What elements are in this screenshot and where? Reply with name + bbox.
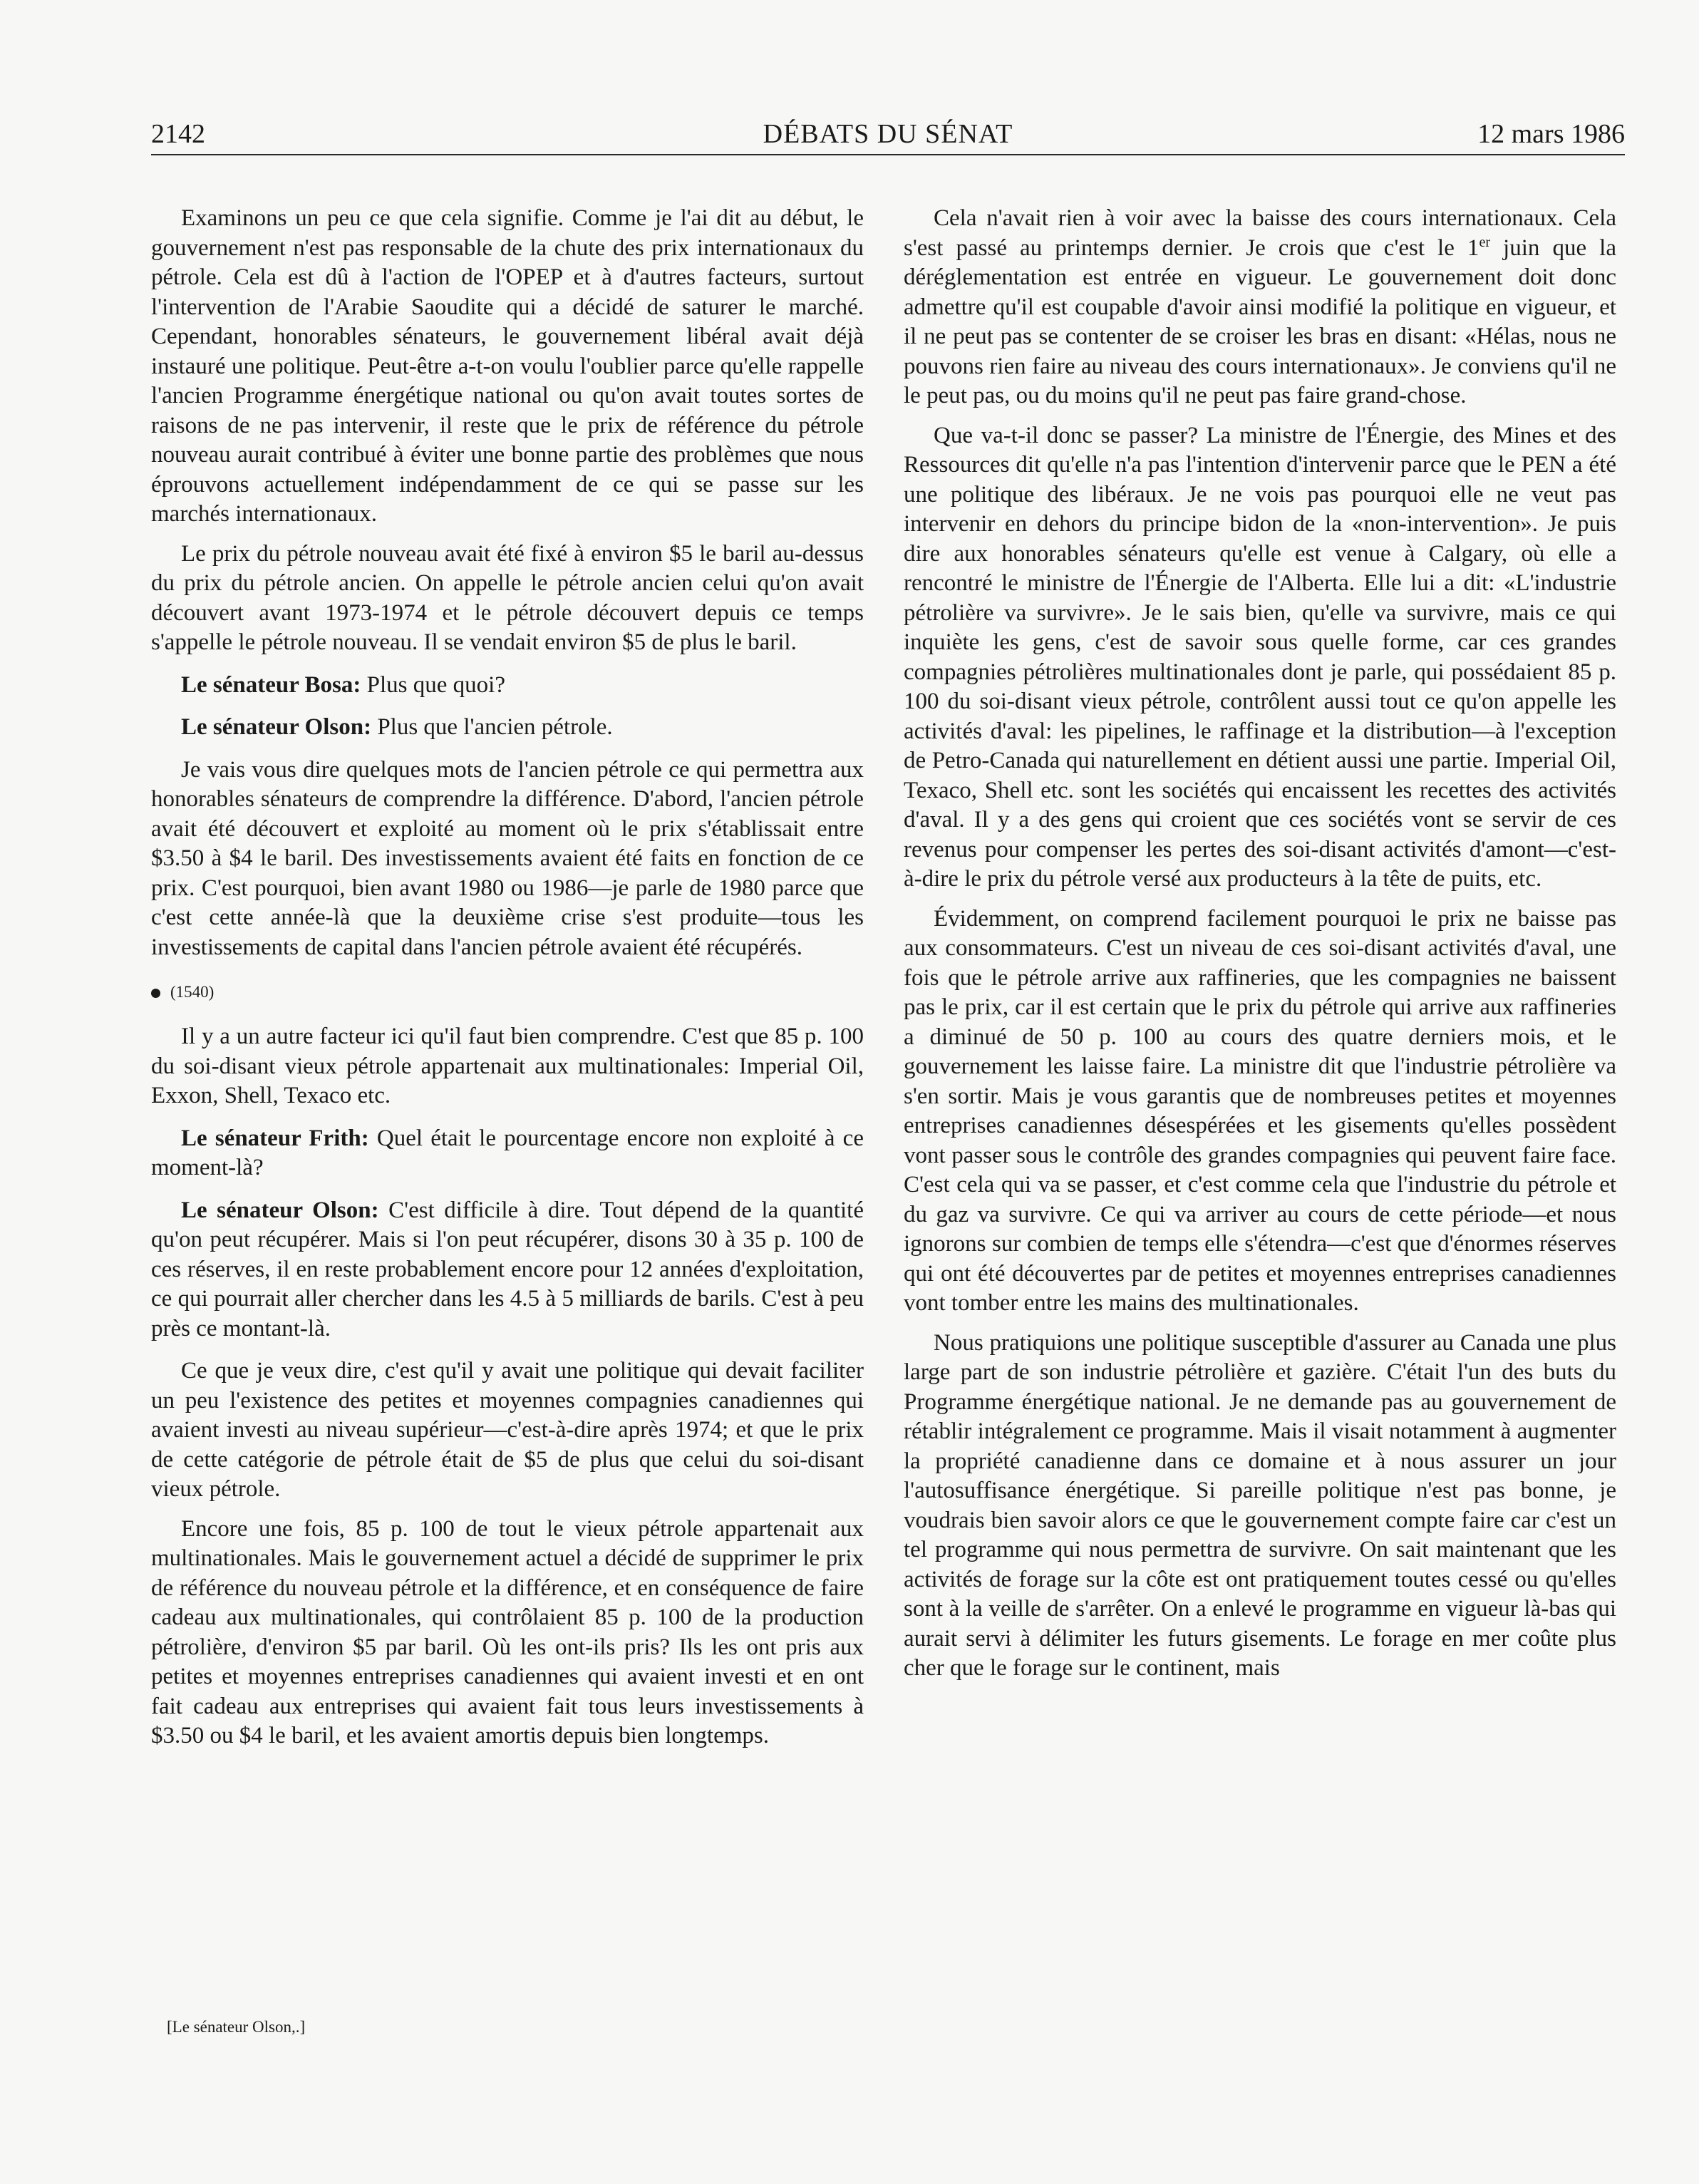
speech-olson-2 (151, 1196, 864, 1344)
speech-text: Quel était le pourcentage encore non exploité à ce moment-là? (151, 1125, 864, 1180)
paragraph-text: Cela n'avait rien à voir avec la baisse des cours internationaux. Cela s'est passé au printemps dernier. Je crois que c'est le 1 (904, 205, 1616, 261)
superscript: er (1479, 234, 1490, 250)
right-column (904, 204, 1616, 1694)
speech-frith (151, 1124, 864, 1183)
footnote: [Le sénateur Olson,.] (167, 2018, 306, 2036)
speaker-name: Le sénateur Olson: (181, 714, 372, 740)
speech-bosa (151, 671, 864, 701)
speaker-name: Le sénateur Frith: (181, 1125, 369, 1151)
bullet-icon (151, 989, 160, 998)
paragraph: Le prix du pétrole nouveau avait été fixé à environ $5 le baril au-dessus du prix du pétrole ancien. On appelle le pétrole ancien celui qu'on avait découvert avant 1973-1974 et le pétrole découvert depuis ce temps s'appelle le pétrole nouveau. Il se vendait environ $5 de plus le baril. (151, 540, 864, 655)
page-number: 2142 (151, 119, 205, 149)
time-marker-text: (1540) (170, 983, 215, 1001)
paragraph: Que va-t-il donc se passer? La ministre de l'Énergie, des Mines et des Ressources dit qu'elle n'a pas l'intention d'intervenir parce que le PEN a été une politique des libéraux. Je ne vois pas pourquoi elle ne veut pas intervenir en dehors du principe bidon de la «non-intervention». Je puis dire aux honorables sénateurs qu'elle est venue à Calgary, où elle a rencontré le ministre de l'Énergie de l'Alberta. Elle lui a dit: «L'industrie pétrolière va survivre». Je le sais bien, qu'elle va survivre, mais ce qui inquiète les gens, c'est de savoir sous quelle forme, car ces grandes compagnies pétrolières multinationales dont je parle, qui possédaient 85 p. 100 du soi-disant vieux pétrole, contrôlent aussi tout ce qu'on appelle les activités d'aval: les pipelines, le raffinage et la distribution—à l'exception de Petro-Canada qui naturellement en détient aussi une partie. Imperial Oil, Texaco, Shell etc. sont les sociétés qui encaissent les recettes des activités d'aval. Il y a des gens qui croient que ces sociétés vont se servir de ces revenus pour compenser les pertes des soi-disant activités d'amont—c'est-à-dire le prix du pétrole versé aux producteurs à la tête de puits, etc. (904, 422, 1616, 892)
speech-text: C'est difficile à dire. Tout dépend de la quantité qu'on peut récupérer. Mais si l'on peut récupérer, disons 30 à 35 p. 100 de ces réserves, il en reste probablement encore pour 12 années d'exploitation, ce qui pourrait aller chercher dans les 4.5 à 5 milliards de barils. C'est à peu près ce montant-là. (151, 1197, 864, 1341)
publication-title: DÉBATS DU SÉNAT (763, 119, 1013, 149)
speech-text: Plus que l'ancien pétrole. (371, 714, 613, 740)
paragraph: Évidemment, on comprend facilement pourquoi le prix ne baisse pas aux consommateurs. C'est un niveau de ces soi-disant activités d'aval, une fois que le pétrole arrive aux raffineries, que les compagnies ne baissent pas le prix, car il est certain que le prix du pétrole qui arrive aux raffineries a diminué de 50 p. 100 au cours des quatre derniers mois, et le gouvernement les laisse faire. La ministre dit que l'industrie pétrolière va s'en sortir. Mais je vous garantis que de nombreuses petites et moyennes entreprises canadiennes désespérées et les gisements qu'elles possèdent vont passer sous le contrôle des grandes compagnies qui peuvent faire face. C'est cela qui va se passer, et c'est comme cela que l'industrie du pétrole et du gaz va survivre. Ce qui va arriver au cours de cette période—et nous ignorons sur combien de temps elle s'étendra—c'est que d'énormes réserves qui ont été découvertes par de petites et moyennes entreprises canadiennes vont tomber entre les mains des multinationales. (904, 905, 1616, 1316)
speaker-name: Le sénateur Bosa: (181, 671, 361, 698)
paragraph-text: juin que la déréglementation est entrée en vigueur. Le gouvernement doit donc admettre qu'il est coupable d'avoir ainsi modifié la politique en vigueur, et il ne peut pas se contenter de se croiser les bras en disant: «Hélas, nous ne pouvons rien faire au niveau des cours internationaux». Je conviens qu'il ne le peut pas, ou du moins qu'il ne peut pas faire grand-chose. (904, 235, 1616, 408)
left-column (151, 204, 864, 1761)
paragraph: Encore une fois, 85 p. 100 de tout le vieux pétrole appartenait aux multinationales. Mais le gouvernement actuel a décidé de supprimer le prix de référence du nouveau pétrole et la différence, et en conséquence de faire cadeau aux multinationales, qui contrôlaient 85 p. 100 de la production pétrolière, d'environ $5 par baril. Où les ont-ils pris? Ils les ont pris aux petites et moyennes entreprises canadiennes qui avaient investi et en ont fait cadeau aux entreprises qui avaient fait tous leurs investissements à $3.50 ou $4 le baril, et les avaient amortis depuis bien longtemps. (151, 1515, 864, 1748)
page-header (151, 114, 1625, 155)
publication-date: 12 mars 1986 (1477, 119, 1625, 149)
paragraph: Examinons un peu ce que cela signifie. Comme je l'ai dit au début, le gouvernement n'est pas responsable de la chute des prix internationaux du pétrole. Cela est dû à l'action de l'OPEP et à d'autres facteurs, surtout l'intervention de l'Arabie Saoudite qui a décidé de saturer le marché. Cependant, honorables sénateurs, le gouvernement libéral avait déjà instauré une politique. Peut-être a-t-on voulu l'oublier parce qu'elle rappelle l'ancien Programme énergétique national ou qu'on avait toutes sortes de raisons de ne pas intervenir, il reste que le prix de référence du pétrole nouveau aurait contribué à éviter une bonne partie des problèmes que nous éprouvons actuellement indépendamment de ce qui se passe sur les marchés internationaux. (151, 205, 864, 527)
paragraph (904, 204, 1616, 411)
speech-olson (151, 713, 864, 743)
paragraph: Il y a un autre facteur ici qu'il faut bien comprendre. C'est que 85 p. 100 du soi-disant vieux pétrole appartenait aux multinationales: Imperial Oil, Exxon, Shell, Texaco etc. (151, 1024, 864, 1108)
paragraph: Nous pratiquions une politique susceptible d'assurer au Canada une plus large part de son industrie pétrolière et gazière. C'était l'un des buts du Programme énergétique national. Je ne demande pas au gouvernement de rétablir intégralement ce programme. Mais il visait notamment à augmenter la propriété canadienne dans ce domaine et à nous assurer un jour l'autosuffisance énergétique. Si pareille politique n'est pas bonne, je voudrais bien savoir alors ce que le gouvernement compte faire car c'est un tel programme qui nous permettra de survivre. On sait maintenant que les activités de forage sur la côte est ont pratiquement toutes cessé ou qu'elles sont à la veille de s'arrêter. On a enlevé le programme en vigueur là-bas qui aurait servi à délimiter les futurs gisements. Le forage en mer coûte plus cher que le forage sur le continent, mais (904, 1329, 1616, 1681)
speech-text: Plus que quoi? (361, 671, 505, 698)
paragraph: Je vais vous dire quelques mots de l'ancien pétrole ce qui permettra aux honorables sénateurs de comprendre la différence. D'abord, l'ancien pétrole avait été découvert et exploité au moment où le prix s'établissait entre $3.50 à $4 le baril. Des investissements avaient été faits en fonction de ce prix. C'est pourquoi, bien avant 1980 ou 1986—je parle de 1980 parce que c'est cette année-là que la deuxième crise s'est produite—tous les investissements de capital dans l'ancien pétrole avaient été récupérés. (151, 756, 864, 960)
paragraph: Ce que je veux dire, c'est qu'il y avait une politique qui devait faciliter un peu l'existence des petites et moyennes compagnies canadiennes qui avaient investi au niveau supérieur—c'est-à-dire après 1974; et que le prix de cette catégorie de pétrole était de $5 de plus que celui du soi-disant vieux pétrole. (151, 1358, 864, 1502)
speaker-name: Le sénateur Olson: (181, 1197, 379, 1223)
time-marker (151, 978, 864, 1006)
